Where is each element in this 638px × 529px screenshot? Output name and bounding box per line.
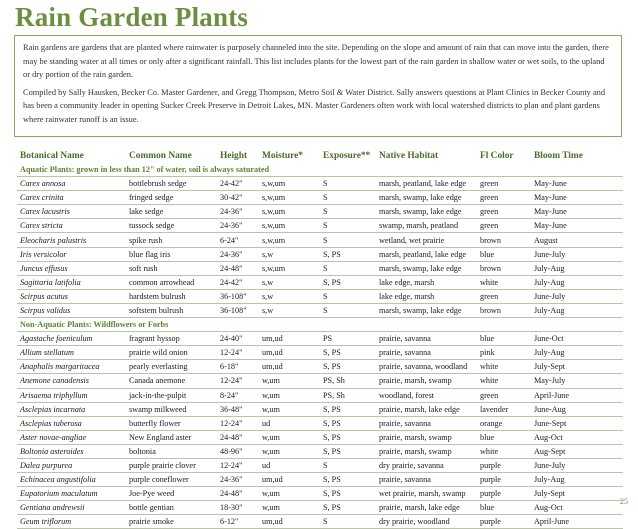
cell-moisture: s,w,um [259, 177, 320, 191]
cell-moisture: s,w [259, 289, 320, 303]
cell-flower-color: blue [477, 430, 531, 444]
cell-exposure: S, PS [320, 416, 376, 430]
cell-exposure: S, PS [320, 275, 376, 289]
cell-bloom-time: June-Sept [531, 416, 623, 430]
cell-native-habitat: wet prairie, marsh, swamp [376, 487, 477, 501]
cell-common-name: purple coneflower [126, 473, 217, 487]
cell-botanical-name: Geum triflorum [17, 515, 126, 529]
table-row [17, 275, 623, 289]
cell-common-name: tussock sedge [126, 219, 217, 233]
cell-height: 8-24" [217, 388, 259, 402]
cell-height: 6-24" [217, 233, 259, 247]
cell-native-habitat: marsh, swamp, lake edge [376, 205, 477, 219]
table-row [17, 360, 623, 374]
cell-exposure: PS [320, 332, 376, 346]
cell-bloom-time: May-June [531, 219, 623, 233]
cell-native-habitat: woodland, forest [376, 388, 477, 402]
cell-native-habitat: prairie, savanna [376, 473, 477, 487]
cell-common-name: bottlebrush sedge [126, 177, 217, 191]
cell-flower-color: green [477, 388, 531, 402]
table-row [17, 346, 623, 360]
cell-height: 12-24" [217, 374, 259, 388]
cell-native-habitat: swamp, marsh, peatland [376, 219, 477, 233]
cell-flower-color: green [477, 205, 531, 219]
cell-bloom-time: June-Oct [531, 332, 623, 346]
cell-botanical-name: Allium stellatum [17, 346, 126, 360]
cell-native-habitat: dry prairie, savanna [376, 458, 477, 472]
cell-moisture: um,ud [259, 360, 320, 374]
cell-common-name: softstem bulrush [126, 303, 217, 317]
cell-flower-color: brown [477, 261, 531, 275]
cell-exposure: S, PS [320, 430, 376, 444]
cell-moisture: w,um [259, 501, 320, 515]
cell-bloom-time: May-June [531, 205, 623, 219]
cell-native-habitat: wetland, wet prairie [376, 233, 477, 247]
cell-moisture: s,w [259, 303, 320, 317]
table-row [17, 487, 623, 501]
cell-bloom-time: June-July [531, 247, 623, 261]
cell-common-name: purple prairie clover [126, 458, 217, 472]
cell-flower-color: brown [477, 233, 531, 247]
cell-native-habitat: lake edge, marsh [376, 275, 477, 289]
cell-height: 6-18" [217, 360, 259, 374]
cell-native-habitat: lake edge, marsh [376, 289, 477, 303]
cell-exposure: PS, Sh [320, 388, 376, 402]
cell-moisture: s,w,um [259, 191, 320, 205]
cell-common-name: hardstem bulrush [126, 289, 217, 303]
table-row [17, 303, 623, 317]
table-row [17, 458, 623, 472]
table-row [17, 289, 623, 303]
cell-bloom-time: June-July [531, 289, 623, 303]
cell-botanical-name: Asclepias incarnata [17, 402, 126, 416]
cell-native-habitat: dry prairie, woodland [376, 515, 477, 529]
cell-bloom-time: June-July [531, 458, 623, 472]
cell-height: 36-48" [217, 402, 259, 416]
cell-flower-color: green [477, 219, 531, 233]
cell-bloom-time: June-Aug [531, 402, 623, 416]
table-header-row [17, 148, 623, 163]
cell-moisture: s,w,um [259, 205, 320, 219]
cell-botanical-name: Asclepias tuberosa [17, 416, 126, 430]
cell-moisture: s,w [259, 275, 320, 289]
cell-flower-color: purple [477, 473, 531, 487]
table-row [17, 191, 623, 205]
cell-exposure: S [320, 515, 376, 529]
cell-bloom-time: Aug-Oct [531, 430, 623, 444]
cell-flower-color: white [477, 374, 531, 388]
table-body [17, 163, 623, 529]
cell-botanical-name: Iris versicolor [17, 247, 126, 261]
table-row [17, 247, 623, 261]
table-row [17, 177, 623, 191]
cell-exposure: S, PS [320, 473, 376, 487]
cell-native-habitat: prairie, marsh, swamp [376, 374, 477, 388]
cell-botanical-name: Arisaema triphyllum [17, 388, 126, 402]
cell-exposure: S, PS [320, 444, 376, 458]
cell-common-name: butterfly flower [126, 416, 217, 430]
cell-native-habitat: prairie, marsh, lake edge [376, 402, 477, 416]
cell-height: 12-24" [217, 346, 259, 360]
cell-bloom-time: July-Aug [531, 275, 623, 289]
cell-exposure: S [320, 261, 376, 275]
cell-flower-color: green [477, 289, 531, 303]
cell-native-habitat: marsh, swamp, lake edge [376, 303, 477, 317]
cell-moisture: um,ud [259, 515, 320, 529]
cell-botanical-name: Boltonia asteroides [17, 444, 126, 458]
cell-moisture: s,w,um [259, 233, 320, 247]
cell-flower-color: lavender [477, 402, 531, 416]
cell-exposure: S [320, 205, 376, 219]
cell-common-name: spike rush [126, 233, 217, 247]
cell-common-name: fragrant hyssop [126, 332, 217, 346]
cell-exposure: S [320, 303, 376, 317]
table-row [17, 402, 623, 416]
cell-exposure: S, PS [320, 346, 376, 360]
intro-box [14, 35, 622, 137]
header-bloom-time: Bloom Time [534, 150, 583, 161]
cell-native-habitat: prairie, savanna [376, 332, 477, 346]
cell-bloom-time: July-Sept [531, 487, 623, 501]
cell-flower-color: orange [477, 416, 531, 430]
header-flower-color: Fl Color [480, 150, 514, 161]
header-moisture: Moisture* [262, 150, 303, 161]
cell-native-habitat: marsh, swamp, lake edge [376, 261, 477, 275]
cell-botanical-name: Agastache foeniculum [17, 332, 126, 346]
table-row [17, 430, 623, 444]
cell-native-habitat: prairie, savanna [376, 416, 477, 430]
cell-moisture: w,um [259, 402, 320, 416]
cell-bloom-time: July-Aug [531, 473, 623, 487]
page-number: 25 [620, 497, 628, 506]
cell-flower-color: white [477, 275, 531, 289]
cell-flower-color: blue [477, 247, 531, 261]
cell-moisture: w,um [259, 430, 320, 444]
cell-common-name: swamp milkweed [126, 402, 217, 416]
cell-native-habitat: marsh, peatland, lake edge [376, 247, 477, 261]
header-common-name: Common Name [129, 150, 192, 161]
cell-bloom-time: Aug-Oct [531, 501, 623, 515]
cell-height: 36-108" [217, 303, 259, 317]
cell-native-habitat: prairie, savanna [376, 346, 477, 360]
cell-moisture: w,um [259, 444, 320, 458]
cell-bloom-time: July-Aug [531, 303, 623, 317]
cell-moisture: s,w [259, 247, 320, 261]
cell-common-name: bottle gentian [126, 501, 217, 515]
plants-table [17, 148, 623, 529]
cell-native-habitat: prairie, marsh, swamp [376, 444, 477, 458]
cell-moisture: w,um [259, 487, 320, 501]
cell-height: 12-24" [217, 416, 259, 430]
cell-exposure: S [320, 289, 376, 303]
cell-height: 6-12" [217, 515, 259, 529]
cell-flower-color: brown [477, 303, 531, 317]
cell-height: 24-48" [217, 261, 259, 275]
cell-exposure: S [320, 191, 376, 205]
cell-flower-color: green [477, 177, 531, 191]
cell-height: 24-42" [217, 275, 259, 289]
cell-exposure: S [320, 233, 376, 247]
table-row [17, 444, 623, 458]
cell-height: 24-48" [217, 430, 259, 444]
table-row [17, 473, 623, 487]
cell-botanical-name: Juncus effusus [17, 261, 126, 275]
cell-botanical-name: Aster novae-angliae [17, 430, 126, 444]
cell-height: 24-36" [217, 205, 259, 219]
cell-botanical-name: Eupatorium maculatum [17, 487, 126, 501]
cell-moisture: s,w,um [259, 261, 320, 275]
header-height: Height [220, 150, 248, 161]
cell-moisture: um,ud [259, 346, 320, 360]
cell-bloom-time: April-June [531, 388, 623, 402]
cell-common-name: blue flag iris [126, 247, 217, 261]
cell-common-name: pearly everlasting [126, 360, 217, 374]
cell-common-name: Canada anemone [126, 374, 217, 388]
cell-bloom-time: April-June [531, 515, 623, 529]
cell-exposure: S [320, 219, 376, 233]
cell-height: 24-36" [217, 473, 259, 487]
cell-bloom-time: May-July [531, 374, 623, 388]
cell-height: 18-30" [217, 501, 259, 515]
cell-exposure: S [320, 458, 376, 472]
cell-height: 24-36" [217, 219, 259, 233]
cell-flower-color: pink [477, 346, 531, 360]
cell-native-habitat: marsh, peatland, lake edge [376, 177, 477, 191]
table-row [17, 332, 623, 346]
cell-exposure: PS, Sh [320, 374, 376, 388]
table-row [17, 219, 623, 233]
cell-exposure: S, PS [320, 360, 376, 374]
cell-exposure: S, PS [320, 501, 376, 515]
cell-height: 36-108" [217, 289, 259, 303]
cell-native-habitat: prairie, marsh, lake edge [376, 501, 477, 515]
cell-exposure: S [320, 177, 376, 191]
cell-flower-color: purple [477, 487, 531, 501]
cell-common-name: soft rush [126, 261, 217, 275]
cell-botanical-name: Carex annosa [17, 177, 126, 191]
cell-bloom-time: July-Aug [531, 261, 623, 275]
cell-moisture: w,um [259, 374, 320, 388]
cell-bloom-time: May-June [531, 177, 623, 191]
cell-botanical-name: Anaphalis margaritacea [17, 360, 126, 374]
cell-native-habitat: marsh, swamp, lake edge [376, 191, 477, 205]
section-label: Aquatic Plants: grown in less than 12" of water, soil is always saturated [17, 163, 623, 177]
cell-flower-color: white [477, 360, 531, 374]
section-row [17, 318, 623, 332]
cell-common-name: fringed sedge [126, 191, 217, 205]
cell-moisture: s,w,um [259, 219, 320, 233]
cell-exposure: S, PS [320, 487, 376, 501]
cell-height: 24-40" [217, 332, 259, 346]
cell-botanical-name: Scirpus validus [17, 303, 126, 317]
cell-moisture: um,ud [259, 332, 320, 346]
cell-botanical-name: Anemone canadensis [17, 374, 126, 388]
table-row [17, 233, 623, 247]
cell-bloom-time: July-Aug [531, 346, 623, 360]
cell-common-name: boltonia [126, 444, 217, 458]
cell-flower-color: purple [477, 515, 531, 529]
cell-botanical-name: Gentiana andrewsii [17, 501, 126, 515]
cell-flower-color: purple [477, 458, 531, 472]
table-row [17, 261, 623, 275]
cell-height: 24-42" [217, 177, 259, 191]
table-row [17, 501, 623, 515]
cell-common-name: New England aster [126, 430, 217, 444]
cell-botanical-name: Echinacea angustifolia [17, 473, 126, 487]
cell-common-name: prairie smoke [126, 515, 217, 529]
table-row [17, 374, 623, 388]
cell-botanical-name: Carex lacustris [17, 205, 126, 219]
cell-moisture: um,ud [259, 473, 320, 487]
cell-flower-color: green [477, 191, 531, 205]
cell-exposure: S, PS [320, 402, 376, 416]
cell-botanical-name: Scirpus acutus [17, 289, 126, 303]
cell-botanical-name: Eleocharis palustris [17, 233, 126, 247]
cell-botanical-name: Carex stricta [17, 219, 126, 233]
section-label: Non-Aquatic Plants: Wildflowers or Forbs [17, 318, 623, 332]
cell-height: 30-42" [217, 191, 259, 205]
cell-native-habitat: prairie, savanna, woodland [376, 360, 477, 374]
cell-moisture: ud [259, 416, 320, 430]
cell-exposure: S, PS [320, 247, 376, 261]
cell-height: 24-48" [217, 487, 259, 501]
credits-paragraph: Compiled by Sally Hausken, Becker Co. Master Gardener, and Gregg Thompson, Metro Soil & Water District. Sally answers questions at Plant Clinics in Becker County and has been a community leader in opening Sucker Creek Preserve in Detroit Lakes, MN. Master Gardeners often work with local watershed districts to plan and plant gardens where rainwater runoff is an issue. [23, 87, 606, 124]
cell-bloom-time: July-Sept [531, 360, 623, 374]
cell-height: 12-24" [217, 458, 259, 472]
header-native-habitat: Native Habitat [379, 150, 439, 161]
cell-flower-color: blue [477, 332, 531, 346]
header-botanical-name: Botanical Name [20, 150, 84, 161]
cell-height: 48-96" [217, 444, 259, 458]
cell-moisture: ud [259, 458, 320, 472]
cell-flower-color: white [477, 444, 531, 458]
intro-paragraph: Rain gardens are gardens that are planted where rainwater is purposely channeled into the site. Depending on the slope and amount of rain that can move into the garden, there may be standing water at all times or only after a significant rainfall. This list includes plants for the lowest part of the rain garden in shallow water or wet soils, to the upland or dry portion of the rain garden. [23, 43, 609, 80]
cell-bloom-time: August [531, 233, 623, 247]
header-exposure: Exposure** [323, 150, 371, 161]
section-row [17, 163, 623, 177]
cell-botanical-name: Dalea purpurea [17, 458, 126, 472]
cell-height: 24-36" [217, 247, 259, 261]
cell-common-name: prairie wild onion [126, 346, 217, 360]
cell-common-name: common arrowhead [126, 275, 217, 289]
table-row [17, 205, 623, 219]
cell-bloom-time: May-June [531, 191, 623, 205]
cell-bloom-time: Aug-Sept [531, 444, 623, 458]
cell-flower-color: blue [477, 501, 531, 515]
cell-moisture: w,um [259, 388, 320, 402]
table-row [17, 388, 623, 402]
page-title: Rain Garden Plants [15, 2, 249, 32]
table-row [17, 416, 623, 430]
cell-botanical-name: Sagittaria latifolia [17, 275, 126, 289]
cell-common-name: jack-in-the-pulpit [126, 388, 217, 402]
cell-common-name: Joe-Pye weed [126, 487, 217, 501]
cell-botanical-name: Carex crinita [17, 191, 126, 205]
cell-native-habitat: prairie, marsh, swamp [376, 430, 477, 444]
cell-common-name: lake sedge [126, 205, 217, 219]
